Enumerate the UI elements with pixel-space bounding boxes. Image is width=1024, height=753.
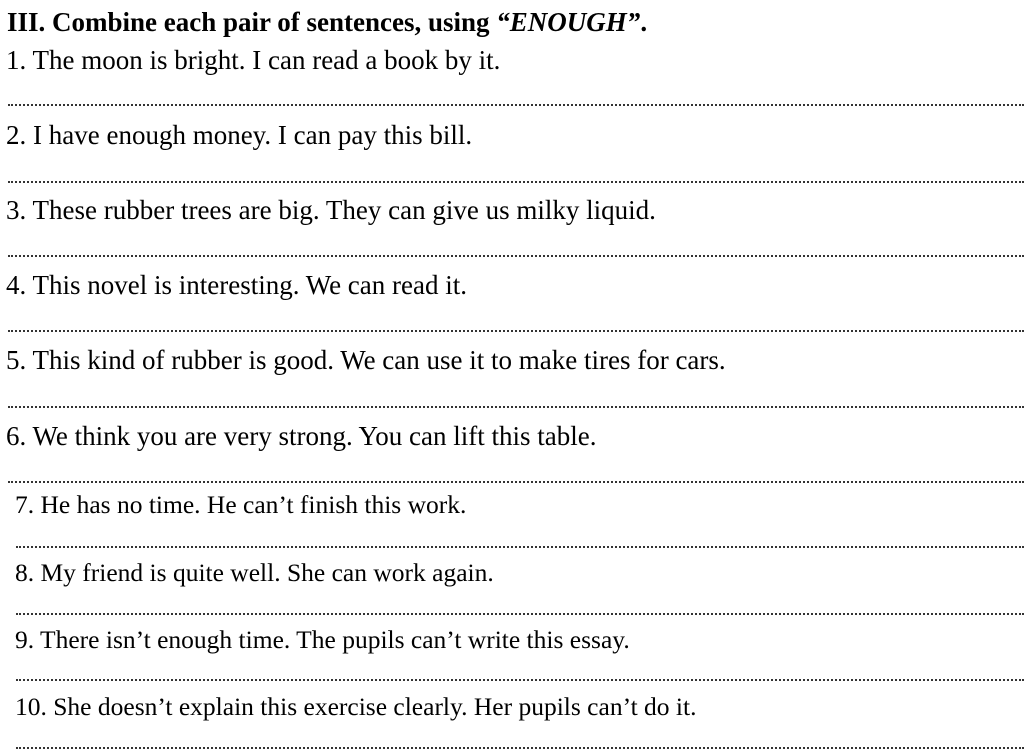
exercise-heading — [7, 6, 647, 38]
item-sentence: 8. My friend is quite well. She can work again. — [15, 558, 494, 587]
answer-line[interactable] — [8, 406, 1024, 408]
answer-line[interactable] — [16, 546, 1024, 548]
answer-line[interactable] — [16, 613, 1024, 615]
item-sentence: 3. These rubber trees are big. They can give us milky liquid. — [6, 195, 656, 225]
item-sentence: 7. He has no time. He can’t finish this work. — [15, 490, 467, 519]
item-sentence: 6. We think you are very strong. You can lift this table. — [6, 421, 597, 451]
item-sentence: 4. This novel is interesting. We can read it. — [6, 270, 467, 300]
item-sentence: 2. I have enough money. I can pay this bill. — [6, 120, 473, 150]
answer-line[interactable] — [8, 104, 1024, 106]
answer-line[interactable] — [8, 181, 1024, 183]
item-sentence: 9. There isn’t enough time. The pupils can’t write this essay. — [15, 625, 630, 654]
answer-line[interactable] — [8, 255, 1024, 257]
heading-period: . — [640, 7, 648, 37]
answer-line[interactable] — [16, 747, 1024, 749]
answer-line[interactable] — [8, 330, 1024, 332]
item-sentence: 5. This kind of rubber is good. We can use it to make tires for cars. — [6, 345, 726, 375]
heading-keyword: “ENOUGH” — [496, 7, 641, 37]
item-sentence: 10. She doesn’t explain this exercise clearly. Her pupils can’t do it. — [15, 692, 697, 721]
heading-text: III. Combine each pair of sentences, using — [7, 7, 497, 37]
answer-line[interactable] — [8, 481, 1024, 483]
answer-line[interactable] — [16, 679, 1024, 681]
item-sentence: 1. The moon is bright. I can read a book by it. — [6, 45, 501, 75]
